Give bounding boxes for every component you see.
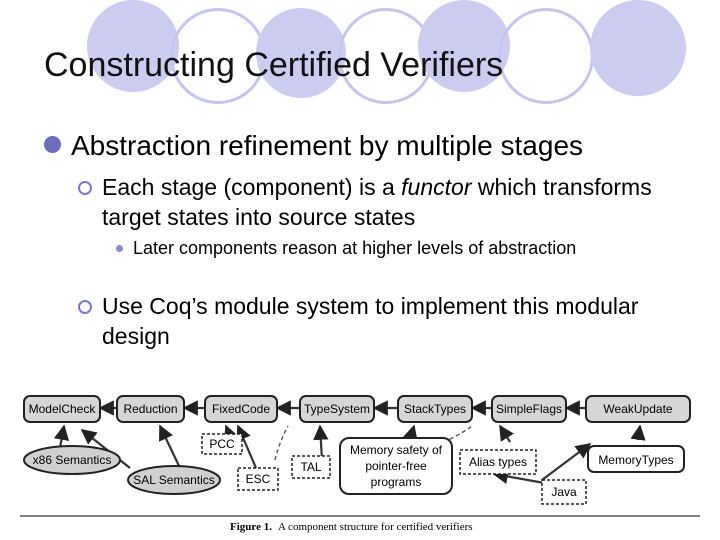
bullet-dot-icon [44, 136, 61, 153]
bullet-level2-text [102, 172, 678, 232]
bullet-level2-coq [78, 291, 678, 351]
slide-title: Constructing Certified Verifiers [44, 46, 504, 84]
memory-types-label: MemoryTypes [598, 453, 674, 467]
java-label: Java [551, 485, 577, 499]
bullet-level1 [44, 130, 583, 162]
component-row [24, 396, 690, 422]
figure-caption-text: A component structure for certified verifiers [277, 521, 473, 533]
bullet-dot-icon [116, 245, 123, 252]
esc-label: ESC [245, 472, 271, 486]
tal-label: TAL [300, 460, 322, 474]
text-part: which transforms target states into source states [102, 174, 652, 230]
decor-circle [590, 0, 686, 96]
component-label: ModelCheck [28, 402, 96, 416]
bullet-level2-functor [78, 172, 678, 232]
sal-semantics-label: SAL Semantics [133, 473, 215, 487]
component-label: TypeSystem [303, 402, 371, 416]
emphasis-functor: functor [401, 174, 472, 200]
pcc-label: PCC [209, 437, 235, 451]
bullet-level3-text: Later components reason at higher levels of abstraction [133, 238, 577, 258]
bullet-ring-icon [78, 181, 92, 195]
figure-caption-label: Figure 1. [230, 521, 272, 533]
bullet-level3 [116, 237, 636, 259]
alias-types-label: Alias types [468, 455, 528, 469]
component-label: StackTypes [403, 402, 467, 416]
memory-safety-line1: Memory safety of [349, 443, 443, 457]
bullet-level2-text: Use Coq’s module system to implement this modular design [102, 293, 639, 349]
memory-safety-line2: pointer-free [365, 459, 427, 473]
component-label: WeakUpdate [603, 402, 673, 416]
memory-safety-line3: programs [370, 475, 422, 489]
decor-circle [498, 8, 594, 104]
bullet-level1-text: Abstraction refinement by multiple stages [71, 130, 584, 161]
bullet-ring-icon [78, 300, 92, 314]
text-part: Each stage (component) is a [102, 174, 402, 200]
component-label: FixedCode [211, 402, 271, 416]
figure-caption [230, 521, 473, 533]
component-label: Reduction [123, 402, 178, 416]
component-diagram [20, 380, 700, 520]
x86-semantics-label: x86 Semantics [32, 453, 112, 467]
component-label: SimpleFlags [495, 402, 563, 416]
